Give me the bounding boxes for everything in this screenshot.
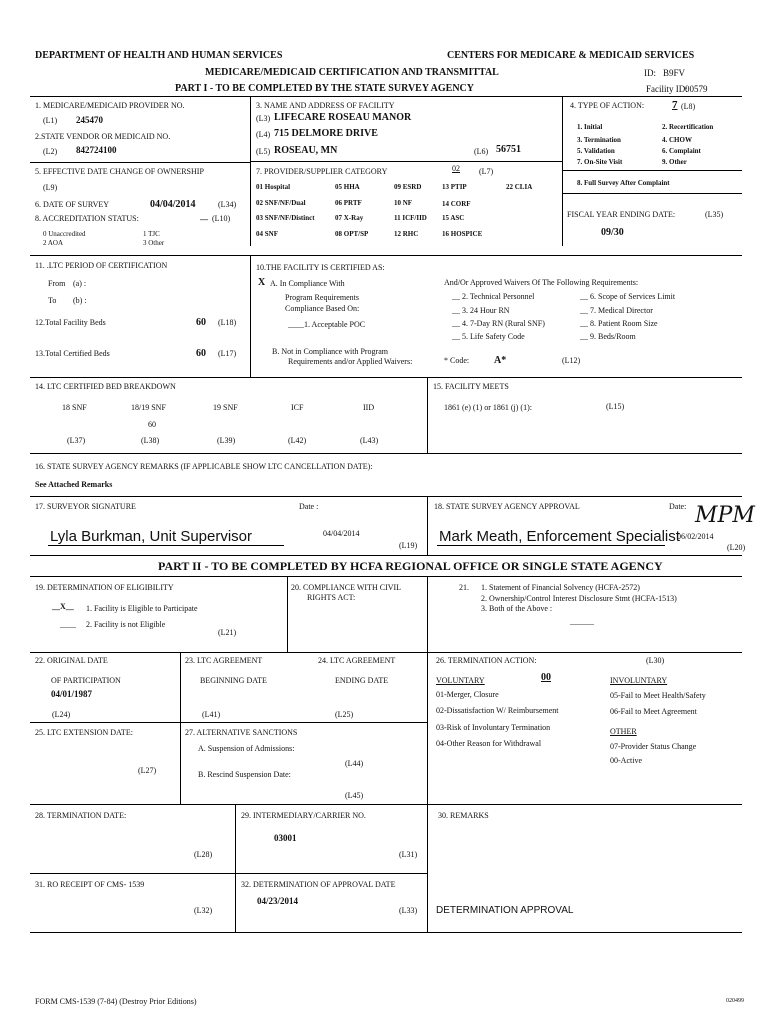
- zip-value: 56751: [496, 144, 521, 155]
- category-item: 08 OPT/SP: [335, 230, 369, 238]
- remarks-30-label: 30. REMARKS: [438, 811, 489, 820]
- waiver-item: __ 8. Patient Room Size: [580, 319, 658, 328]
- compliance-mark: X: [258, 277, 266, 288]
- solvency-item: 1. Statement of Financial Solvency (HCFA-2572): [481, 583, 640, 592]
- ltc-to-b: (b) :: [73, 296, 87, 305]
- termination-date-label: 28. TERMINATION DATE:: [35, 811, 127, 820]
- ltc-begin-sub: BEGINNING DATE: [200, 676, 267, 685]
- total-beds-code: (L18): [218, 318, 237, 327]
- provider-category-value: 02: [452, 164, 460, 173]
- id-value: B9FV: [663, 68, 686, 78]
- bed-breakdown-label: 14. LTC CERTIFIED BED BREAKDOWN: [35, 382, 176, 391]
- remarks-value: See Attached Remarks: [35, 480, 113, 489]
- city-code: (L5): [256, 147, 271, 156]
- waiver-item: __ 2. Technical Personnel: [452, 292, 535, 301]
- form-number: FORM CMS-1539 (7-84) (Destroy Prior Editions): [35, 997, 197, 1006]
- original-date-sub: OF PARTICIPATION: [51, 676, 121, 685]
- category-item: 02 SNF/NF/Dual: [256, 199, 306, 207]
- city-value: ROSEAU, MN: [274, 145, 338, 156]
- approval-date-32-code: (L33): [399, 906, 418, 915]
- total-beds-label: 12.Total Facility Beds: [35, 318, 106, 327]
- rescind-code: (L45): [345, 791, 364, 800]
- facility-name-code: (L3): [256, 114, 271, 123]
- eligibility-code: (L21): [218, 628, 237, 637]
- approval-date: 06/02/2014: [677, 532, 714, 541]
- category-item: 09 ESRD: [394, 183, 422, 191]
- certified-beds-label: 13.Total Certified Beds: [35, 349, 110, 358]
- part-two-heading: PART II - TO BE COMPLETED BY HCFA REGIONAL OFFICE OR SINGLE STATE AGENCY: [158, 559, 663, 573]
- total-beds-value: 60: [196, 317, 206, 328]
- provider-no-label: 1. MEDICARE/MEDICAID PROVIDER NO.: [35, 101, 185, 110]
- ltc-begin-code: (L41): [202, 710, 221, 719]
- original-date-label: 22. ORIGINAL DATE: [35, 656, 108, 665]
- id-label: ID:: [644, 68, 656, 78]
- category-item: 13 PTIP: [442, 183, 467, 191]
- program-requirements-label: Program Requirements: [285, 293, 359, 302]
- remarks-label: 16. STATE SURVEY AGENCY REMARKS (IF APPLICABLE SHOW LTC CANCELLATION DATE):: [35, 462, 373, 471]
- action-option: 6. Complaint: [662, 147, 701, 155]
- accreditation-option: 1 TJC: [143, 230, 160, 238]
- ltc-extension-label: 25. LTC EXTENSION DATE:: [35, 728, 133, 737]
- bed-col-header: 18 SNF: [62, 403, 87, 412]
- vendor-no-label: 2.STATE VENDOR OR MEDICAID NO.: [35, 132, 171, 141]
- facility-meets-text: 1861 (e) (1) or 1861 (j) (1):: [444, 403, 532, 412]
- waiver-item: __ 4. 7-Day RN (Rural SNF): [452, 319, 545, 328]
- approval-date-label: Date:: [669, 502, 687, 511]
- waiver-item: __ 6. Scope of Services Limit: [580, 292, 676, 301]
- solvency-item: 3. Both of the Above :: [481, 604, 553, 613]
- waiver-item: __ 3. 24 Hour RN: [452, 306, 510, 315]
- facility-id-value: 00579: [685, 84, 708, 94]
- accreditation-option: 0 Unaccredited: [43, 230, 86, 238]
- category-item: 03 SNF/NF/Distinct: [256, 214, 315, 222]
- solvency-label: 21.: [459, 583, 469, 592]
- ltc-period-label: 11. .LTC PERIOD OF CERTIFICATION: [35, 261, 168, 270]
- termination-option: 06-Fail to Meet Agreement: [610, 707, 697, 716]
- category-item: 22 CLIA: [506, 183, 533, 191]
- form-title: MEDICARE/MEDICAID CERTIFICATION AND TRANSMITTAL: [205, 67, 499, 78]
- ownership-change-code: (L9): [43, 183, 58, 192]
- action-option: 5. Validation: [577, 147, 615, 155]
- code-value: A*: [494, 355, 507, 366]
- approval-label: 18. STATE SURVEY AGENCY APPROVAL: [434, 502, 580, 511]
- civil-rights-label-2: RIGHTS ACT:: [307, 593, 356, 602]
- termination-value: 00: [541, 672, 551, 683]
- termination-action-label: 26. TERMINATION ACTION:: [436, 656, 537, 665]
- provider-category-label: 7. PROVIDER/SUPPLIER CATEGORY: [256, 167, 388, 176]
- fiscal-year-value: 09/30: [601, 227, 624, 238]
- action-option: 3. Termination: [577, 136, 621, 144]
- original-date-value: 04/01/1987: [51, 689, 93, 699]
- fiscal-year-label: FISCAL YEAR ENDING DATE:: [567, 210, 676, 219]
- accreditation-blank: __: [200, 212, 208, 221]
- termination-option: 04-Other Reason for Withdrawal: [436, 739, 542, 748]
- provider-category-code: (L7): [479, 167, 494, 176]
- street-value: 715 DELMORE DRIVE: [274, 128, 378, 139]
- other-heading: OTHER: [610, 727, 637, 736]
- survey-date-value: 04/04/2014: [150, 199, 196, 210]
- category-item: 14 CORF: [442, 200, 471, 208]
- category-item: 11 ICF/IID: [394, 214, 427, 222]
- vendor-no-value: 842724100: [76, 145, 117, 155]
- intermediary-label: 29. INTERMEDIARY/CARRIER NO.: [241, 811, 366, 820]
- suspension-label: A. Suspension of Admissions:: [198, 744, 295, 753]
- action-option: 9. Other: [662, 158, 687, 166]
- intermediary-code: (L31): [399, 850, 418, 859]
- compliance-a-label: A. In Compliance With: [270, 279, 345, 288]
- bed-col-code: (L37): [67, 436, 86, 445]
- original-date-code: (L24): [52, 710, 71, 719]
- termination-action-code: (L30): [646, 656, 665, 665]
- facility-meets-label: 15. FACILITY MEETS: [433, 382, 509, 391]
- action-type-label: 4. TYPE OF ACTION:: [570, 101, 645, 110]
- approver-name: Mark Meath, Enforcement Specialist: [439, 528, 680, 545]
- bed-col-code: (L42): [288, 436, 307, 445]
- approval-code: (L20): [727, 543, 746, 552]
- intermediary-value: 03001: [274, 833, 297, 843]
- certified-as-label: 10.THE FACILITY IS CERTIFIED AS:: [256, 263, 385, 272]
- surveyor-signature-label: 17. SURVEYOR SIGNATURE: [35, 502, 136, 511]
- solvency-item: 2. Ownership/Control Interest Disclosure Stmt (HCFA-1513): [481, 594, 677, 603]
- ro-receipt-label: 31. RO RECEIPT OF CMS- 1539: [35, 880, 145, 889]
- alt-sanctions-label: 27. ALTERNATIVE SANCTIONS: [185, 728, 298, 737]
- remarks-30-value: DETERMINATION APPROVAL: [436, 905, 574, 916]
- waiver-item: __ 5. Life Safety Code: [452, 332, 525, 341]
- vendor-no-code: (L2): [43, 147, 58, 156]
- action-option: 8. Full Survey After Complaint: [577, 179, 670, 187]
- ltc-extension-code: (L27): [138, 766, 157, 775]
- accreditation-option: 3 Other: [143, 239, 165, 247]
- facility-name-value: LIFECARE ROSEAU MANOR: [274, 112, 412, 123]
- termination-option: 07-Provider Status Change: [610, 742, 697, 751]
- surveyor-date-label: Date :: [299, 502, 319, 511]
- ltc-agreement-end-label: 24. LTC AGREEMENT: [318, 656, 396, 665]
- survey-date-label: 6. DATE OF SURVEY: [35, 200, 110, 209]
- facility-id-label: Facility ID:: [646, 84, 688, 94]
- agency-heading: CENTERS FOR MEDICARE & MEDICAID SERVICES: [447, 50, 695, 61]
- action-option: 4. CHOW: [662, 136, 692, 144]
- form-code: 020499: [726, 998, 744, 1004]
- action-type-code: (L8): [681, 102, 696, 111]
- category-item: 06 PRTF: [335, 199, 362, 207]
- eligibility-option: 2. Facility is not Eligible: [86, 620, 166, 629]
- rescind-label: B. Rescind Suspension Date:: [198, 770, 291, 779]
- ro-receipt-code: (L32): [194, 906, 213, 915]
- category-item: 15 ASC: [442, 214, 465, 222]
- ltc-end-sub: ENDING DATE: [335, 676, 389, 685]
- ltc-end-code: (L25): [335, 710, 354, 719]
- certified-beds-value: 60: [196, 348, 206, 359]
- category-item: 04 SNF: [256, 230, 278, 238]
- voluntary-heading: VOLUNTARY: [436, 676, 485, 685]
- approval-date-32-label: 32. DETERMINATION OF APPROVAL DATE: [241, 880, 396, 889]
- waiver-item: __ 9. Beds/Room: [580, 332, 636, 341]
- compliance-based-label: Compliance Based On:: [285, 304, 360, 313]
- accreditation-label: 8. ACCREDITATION STATUS:: [35, 214, 139, 223]
- action-type-value: 7: [672, 99, 678, 111]
- approval-date-32-value: 04/23/2014: [257, 896, 299, 906]
- termination-option: 01-Merger, Closure: [436, 690, 499, 699]
- category-item: 10 NF: [394, 199, 413, 207]
- accreditation-code: (L10): [212, 214, 231, 223]
- ltc-agreement-begin-label: 23. LTC AGREEMENT: [185, 656, 263, 665]
- bed-breakdown-value: 60: [148, 420, 156, 429]
- approval-initials: MPM: [695, 503, 755, 528]
- category-item: 07 X-Ray: [335, 214, 364, 222]
- facility-meets-code: (L15): [606, 402, 625, 411]
- involuntary-heading: INVOLUNTARY: [610, 676, 668, 685]
- termination-option: 05-Fail to Meet Health/Safety: [610, 691, 706, 700]
- facility-name-label: 3. NAME AND ADDRESS OF FACILITY: [256, 101, 395, 110]
- category-item: 05 HHA: [335, 183, 360, 191]
- termination-date-code: (L28): [194, 850, 213, 859]
- bed-col-header: 18/19 SNF: [131, 403, 166, 412]
- waiver-item: __ 7. Medical Director: [580, 306, 653, 315]
- bed-col-header: ICF: [291, 403, 304, 412]
- surveyor-name: Lyla Burkman, Unit Supervisor: [50, 528, 253, 545]
- termination-option: 03-Risk of Involuntary Termination: [436, 723, 551, 732]
- action-option: 1. Initial: [577, 123, 603, 131]
- termination-option: 02-Dissatisfaction W/ Reimbursement: [436, 706, 559, 715]
- street-code: (L4): [256, 130, 271, 139]
- certified-beds-code: (L17): [218, 349, 237, 358]
- ltc-from-a: (a) :: [73, 279, 87, 288]
- accreditation-option: 2 AOA: [43, 239, 64, 247]
- civil-rights-label: 20. COMPLIANCE WITH CIVIL: [291, 583, 402, 592]
- eligibility-blank: ____: [60, 620, 76, 629]
- eligibility-mark: __X__: [52, 602, 74, 611]
- ownership-change-label: 5. EFFECTIVE DATE CHANGE OF OWNERSHIP: [35, 167, 204, 176]
- code-ref: (L12): [562, 356, 581, 365]
- provider-no-value: 245470: [76, 115, 103, 125]
- eligibility-label: 19. DETERMINATION OF ELIGIBILITY: [35, 583, 174, 592]
- provider-no-code: (L1): [43, 116, 58, 125]
- category-item: 01 Hospital: [256, 183, 291, 191]
- zip-code: (L6): [474, 147, 489, 156]
- suspension-code: (L44): [345, 759, 364, 768]
- action-option: 2. Recertification: [662, 123, 714, 131]
- acceptable-poc-label: ____1. Acceptable POC: [288, 320, 366, 329]
- department-heading: DEPARTMENT OF HEALTH AND HUMAN SERVICES: [35, 50, 283, 61]
- ltc-to-label: To: [48, 296, 57, 305]
- bed-col-code: (L38): [141, 436, 160, 445]
- fiscal-year-code: (L35): [705, 210, 724, 219]
- termination-option: 00-Active: [610, 756, 642, 765]
- bed-col-code: (L43): [360, 436, 379, 445]
- surveyor-code: (L19): [399, 541, 418, 550]
- bed-col-header: 19 SNF: [213, 403, 238, 412]
- survey-date-code: (L34): [218, 200, 237, 209]
- waivers-label: And/Or Approved Waivers Of The Following Requirements:: [444, 278, 639, 287]
- ltc-from-label: From: [48, 279, 66, 288]
- applied-waivers-label: Requirements and/or Applied Waivers:: [288, 357, 413, 366]
- bed-col-code: (L39): [217, 436, 236, 445]
- not-compliance-label: B. Not in Compliance with Program: [272, 347, 388, 356]
- code-label: * Code:: [444, 356, 470, 365]
- category-item: 16 HOSPICE: [442, 230, 483, 238]
- action-option: 7. On-Site Visit: [577, 158, 623, 166]
- solvency-blank: ______: [570, 617, 594, 626]
- category-item: 12 RHC: [394, 230, 419, 238]
- part-one-heading: PART I - TO BE COMPLETED BY THE STATE SURVEY AGENCY: [175, 83, 474, 94]
- bed-col-header: IID: [363, 403, 375, 412]
- surveyor-date: 04/04/2014: [323, 529, 360, 538]
- eligibility-option: 1. Facility is Eligible to Participate: [86, 604, 198, 613]
